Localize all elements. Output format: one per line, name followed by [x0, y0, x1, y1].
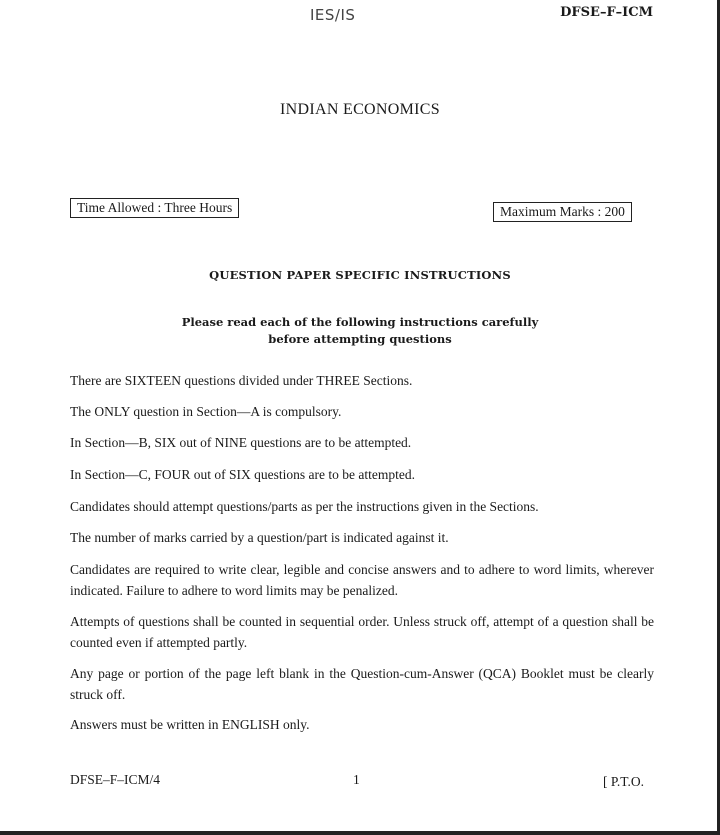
instruction-item: In Section—C, FOUR out of SIX questions are to be attempted.	[70, 467, 415, 482]
instruction-item: Candidates are required to write clear, legible and concise answers and to adhere to word limits, wherever indicated. Failure to adhere to word limits may be penalized.	[70, 562, 654, 598]
instruction-item: Answers must be written in ENGLISH only.	[70, 717, 310, 732]
please-read-note	[0, 314, 720, 348]
instruction-item: In Section—B, SIX out of NINE questions are to be attempted.	[70, 435, 412, 450]
maximum-marks-box: Maximum Marks : 200	[493, 202, 632, 222]
instruction-item: There are SIXTEEN questions divided under THREE Sections.	[70, 373, 413, 388]
instruction-item: The ONLY question in Section—A is compulsory.	[70, 404, 342, 419]
instruction-item: The number of marks carried by a question/part is indicated against it.	[70, 530, 449, 545]
instruction-item: Candidates should attempt questions/parts as per the instructions given in the Sections.	[70, 499, 539, 514]
time-allowed-box: Time Allowed : Three Hours	[70, 198, 239, 218]
footer-paper-code: DFSE–F–ICM/4	[70, 772, 161, 787]
instruction-item: Any page or portion of the page left blank in the Question-cum-Answer (QCA) Booklet must be clearly struck off.	[70, 666, 654, 702]
please-read-line-2: before attempting questions	[268, 332, 452, 346]
paper-title: INDIAN ECONOMICS	[280, 101, 440, 118]
paper-code-header: DFSE–F–ICM	[560, 5, 653, 20]
exam-mark-header: IES/IS	[310, 6, 356, 24]
please-read-line-1: Please read each of the following instructions carefully	[181, 315, 539, 329]
pto-label: [ P.T.O.	[603, 774, 645, 789]
instructions-heading: QUESTION PAPER SPECIFIC INSTRUCTIONS	[209, 268, 511, 282]
page-edge-bottom	[0, 831, 720, 835]
page-number: 1	[353, 772, 360, 787]
instruction-item: Attempts of questions shall be counted in sequential order. Unless struck off, attempt of a question shall be counted even if attempted partly.	[70, 614, 654, 650]
